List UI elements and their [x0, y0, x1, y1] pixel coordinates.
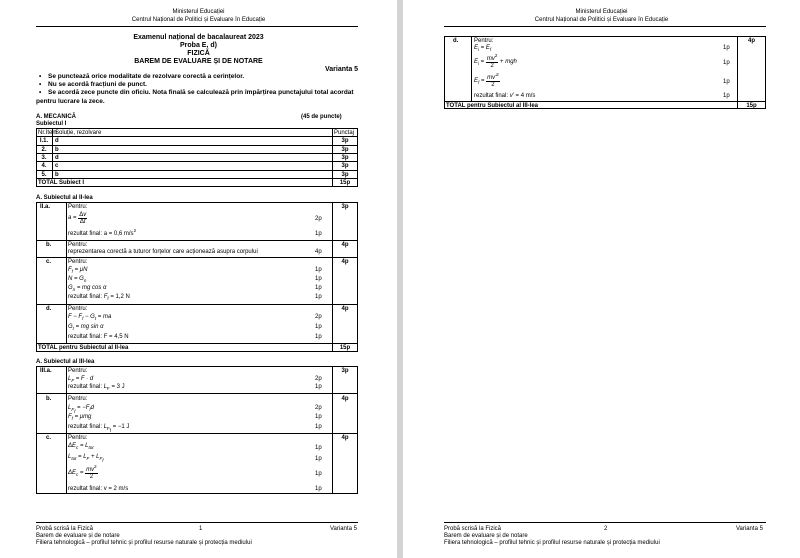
item-label: d. [46, 306, 52, 312]
final-label: rezultat final: [68, 424, 103, 430]
subiect3-total-points: 15p [746, 103, 757, 109]
table-row-divider [36, 433, 358, 434]
formula-text: G [68, 324, 73, 330]
partial-points: 1p [315, 384, 322, 390]
partial-points: 2p [315, 314, 322, 320]
footer-rule [36, 522, 358, 523]
formula-newton: $F - F_f - G_t$ = ma [68, 314, 112, 322]
item-label: III.a. [40, 368, 52, 374]
final-value: = 3 J [111, 384, 125, 390]
partial-points: 1p [315, 424, 322, 430]
formula-acceleration: a = $\frac{\Delta v}{\Delta t}$ [68, 211, 87, 225]
footer-barem: Barem de evaluare și de notare [444, 533, 528, 539]
table-row-divider [36, 178, 358, 179]
formula-work: $L_F = F \cdot d$ [68, 376, 94, 384]
item-points: 4p [341, 259, 349, 265]
final-result: rezultat final: $L_{F_f} = -1$ J [68, 424, 130, 434]
partial-points: 1p [315, 334, 322, 340]
table-col-divider [66, 366, 67, 494]
col-header-points: Punctaj [334, 130, 355, 136]
final-result: rezultat final: a = 0,6 $m/s^2$ [68, 228, 137, 237]
table-row-item: 4. [41, 163, 47, 169]
final-label: rezultat final: [68, 384, 103, 390]
item-label: b. [46, 396, 52, 402]
col-header-solution: Soluție, rezolvare [55, 130, 102, 136]
formula-energy-conservation: $E_i = E_f$ [474, 45, 492, 53]
final-value: = 1,2 N [110, 294, 130, 300]
table-col-divider [737, 36, 738, 109]
formula-final-energy: $E_f$ = $\frac{mv'^2}{2}$ [474, 71, 499, 88]
partial-points: 1p [315, 231, 322, 237]
partial-points: 1p [315, 276, 322, 282]
formula-gn: $G_n$ = mg cos α [68, 285, 107, 293]
table-row-item: 3. [41, 155, 47, 161]
final-value: = 4 m/s [515, 93, 536, 99]
partial-points: 1p [723, 60, 730, 66]
final-label: rezultat final: [68, 334, 103, 340]
page-number: 1 [199, 526, 203, 532]
formula-friction: $F_f = \mu N$ [68, 267, 88, 275]
subiect2-total-points: 15p [339, 345, 351, 351]
exam-title: Examenul național de bacalaureat 2023 [133, 34, 264, 41]
subiect2-title: A. Subiectul al II-lea [36, 195, 93, 201]
rule-item: • Se acordă zece puncte din oficiu. Nota finală se calculează prin împărțirea punctajului total acordat [36, 89, 354, 97]
partial-points: 2p [315, 216, 322, 222]
item-label: b. [46, 242, 52, 248]
final-value: = −1 J [112, 424, 130, 430]
final-label: rezultat final: [68, 231, 103, 237]
formula-gt: $G_t$ = mg sin α [68, 324, 104, 332]
final-label: rezultat final: [474, 93, 509, 99]
final-label: rezultat final: [68, 294, 103, 300]
footer-left: Probă scrisă la Fizică [36, 526, 94, 532]
table-row-points: 3p [341, 155, 349, 161]
item-label: d. [453, 38, 459, 44]
pentru-label: Pentru: [68, 396, 88, 402]
table-row-solution: c [55, 163, 59, 169]
subiect1-title: Subiectul I [36, 121, 67, 127]
pentru-label: Pentru: [68, 204, 88, 210]
section-points: (45 de puncte) [301, 114, 342, 120]
partial-points: 2p [315, 405, 322, 411]
partial-points: 1p [723, 93, 730, 99]
proba: Proba E, d) [180, 42, 217, 49]
table-row-points: 3p [341, 172, 349, 178]
ministry-header: Ministerul Educației [575, 9, 628, 15]
final-result [68, 334, 129, 340]
table-row-solution: d [55, 155, 59, 161]
pentru-label: Pentru: [68, 242, 88, 248]
item-points: 4p [747, 38, 755, 44]
formula-kinetic: $\Delta E_c$ = $\frac{mv^2}{2}$ [68, 463, 97, 480]
center-header: Centrul Național de Politici și Evaluare în Educație [131, 17, 266, 23]
table-row-points: 3p [341, 163, 349, 169]
final-value: a = 0,6 m/s [103, 231, 134, 237]
table-col-divider [332, 366, 333, 494]
partial-points: 1p [315, 324, 322, 330]
footer-left: Probă scrisă la Fizică [444, 526, 502, 532]
table-row-divider [36, 153, 358, 154]
table-col-divider [332, 202, 333, 352]
formula-text: N = G [68, 276, 84, 282]
section-title: A. MECANICĂ [36, 114, 76, 120]
table-row-points: 3p [341, 147, 349, 153]
forces-text: reprezentarea corectă a tuturor forțelor care acționează asupra corpului [68, 249, 258, 255]
footer-barem: Barem de evaluare și de notare [36, 533, 120, 539]
item-points: 4p [341, 242, 349, 248]
footer-varianta: Varianta 5 [330, 526, 357, 532]
item-points: 4p [341, 306, 349, 312]
pentru-label: Pentru: [68, 259, 88, 265]
footer-filiera: Filiera tehnologică – profilul tehnic și profilul resurse naturale și protecția mediului [36, 540, 252, 546]
formula-energy-theorem: $\Delta E_c = L_{tot}$ [68, 443, 94, 451]
item-points: 3p [341, 368, 349, 374]
item-label: II.a. [40, 204, 51, 210]
partial-points: 1p [315, 414, 322, 420]
table-row-divider [36, 170, 358, 171]
formula-total-work: $L_{tot} = L_F + L_{F_f}$ [68, 454, 104, 464]
table-row-item: I.1. [39, 138, 49, 144]
final-result: rezultat final: $F_f = 1,2$ N [68, 294, 130, 302]
partial-points: 1p [315, 471, 322, 477]
subiect3-title: A. Subiectul al III-lea [36, 359, 95, 365]
table-col-divider [66, 202, 67, 343]
item-label: c. [46, 435, 52, 441]
subiect3-total-label: TOTAL pentru Subiectul al III-lea [446, 103, 539, 109]
table-row-divider [36, 343, 358, 344]
barem-title: BAREM DE EVALUARE ȘI DE NOTARE [134, 58, 263, 65]
rule-item: • Nu se acordă fracțiuni de punct. [36, 81, 354, 89]
final-value: v = 2 m/s [103, 486, 129, 492]
table-row-item: 2. [41, 147, 47, 153]
final-label: rezultat final: [68, 486, 103, 492]
formula-normal: $N = G_n$ [68, 276, 87, 284]
table-row-divider [36, 304, 358, 305]
table-row-points: 3p [341, 138, 349, 144]
pentru-label: Pentru: [68, 435, 88, 441]
final-result: rezultat final: v' = 4 m/s [474, 93, 536, 99]
table-row-item: 5. [41, 172, 47, 178]
final-result: rezultat final: $L_F = 3$ J [68, 384, 125, 392]
pentru-label: Pentru: [68, 368, 88, 374]
formula-text: F [68, 267, 72, 273]
col-header-item: Nr.Item [38, 130, 58, 136]
pentru-label: Pentru: [68, 306, 88, 312]
table-row-divider [36, 240, 358, 241]
header-rule [444, 26, 766, 27]
partial-points: 1p [723, 79, 730, 85]
partial-points: 1p [315, 294, 322, 300]
table-row-divider [36, 136, 358, 137]
table-row-solution: b [55, 172, 59, 178]
item-points: 4p [341, 435, 349, 441]
table-col-divider [471, 36, 472, 101]
partial-points: 1p [315, 267, 322, 273]
center-header: Centrul Național de Politici și Evaluare în Educație [534, 17, 669, 23]
formula-friction-work: $L_{F_f} = -F_fd$ [68, 405, 94, 415]
rules-list [36, 73, 354, 97]
subject-title: FIZICĂ [187, 50, 210, 57]
footer-varianta: Varianta 5 [736, 526, 763, 532]
final-result [68, 486, 128, 492]
partial-points: 2p [315, 376, 322, 382]
partial-points: 1p [315, 445, 322, 451]
table-row-divider [36, 161, 358, 162]
item-points: 3p [341, 204, 349, 210]
partial-points: 1p [315, 456, 322, 462]
rule-item-continuation: pentru lucrare la zece. [36, 98, 105, 105]
table-row-divider [36, 145, 358, 146]
formula-text: G [68, 285, 73, 291]
table-row-divider [36, 393, 358, 394]
table-row-solution: b [55, 147, 59, 153]
footer-rule [444, 522, 766, 523]
subiect1-total-label: TOTAL Subiect I [38, 180, 85, 186]
formula-ff: $F_f = \mu mg$ [68, 414, 92, 422]
item-label: c. [46, 259, 52, 265]
table-row-divider [444, 101, 766, 102]
partial-points: 1p [315, 486, 322, 492]
rule-item: • Se punctează orice modalitate de rezolvare corectă a cerințelor. [36, 73, 354, 81]
final-value: F = 4,5 N [103, 334, 129, 340]
page-number: 2 [604, 526, 608, 532]
page-2 [403, 0, 800, 558]
table-row-divider [36, 257, 358, 258]
formula-text: F − F [68, 314, 83, 320]
partial-points: 1p [723, 45, 730, 51]
varianta-label: Varianta 5 [325, 66, 359, 73]
item-points: 4p [341, 396, 349, 402]
ministry-header: Ministerul Educației [172, 9, 225, 15]
partial-points: 1p [315, 285, 322, 291]
subiect2-total-label: TOTAL pentru Subiectul al II-lea [38, 345, 129, 351]
table-row-solution: d [55, 138, 59, 144]
formula-initial-energy: $E_i$ = $\frac{mv^2}{2}$ + mgh [474, 52, 517, 69]
partial-points: 4p [315, 249, 322, 255]
footer-filiera: Filiera tehnologică – profilul tehnic și profilul resurse naturale și protecția mediului [444, 540, 660, 546]
subiect1-total-points: 15p [339, 180, 351, 186]
pentru-label: Pentru: [474, 38, 494, 44]
header-rule [36, 26, 358, 27]
page-1 [0, 0, 397, 558]
